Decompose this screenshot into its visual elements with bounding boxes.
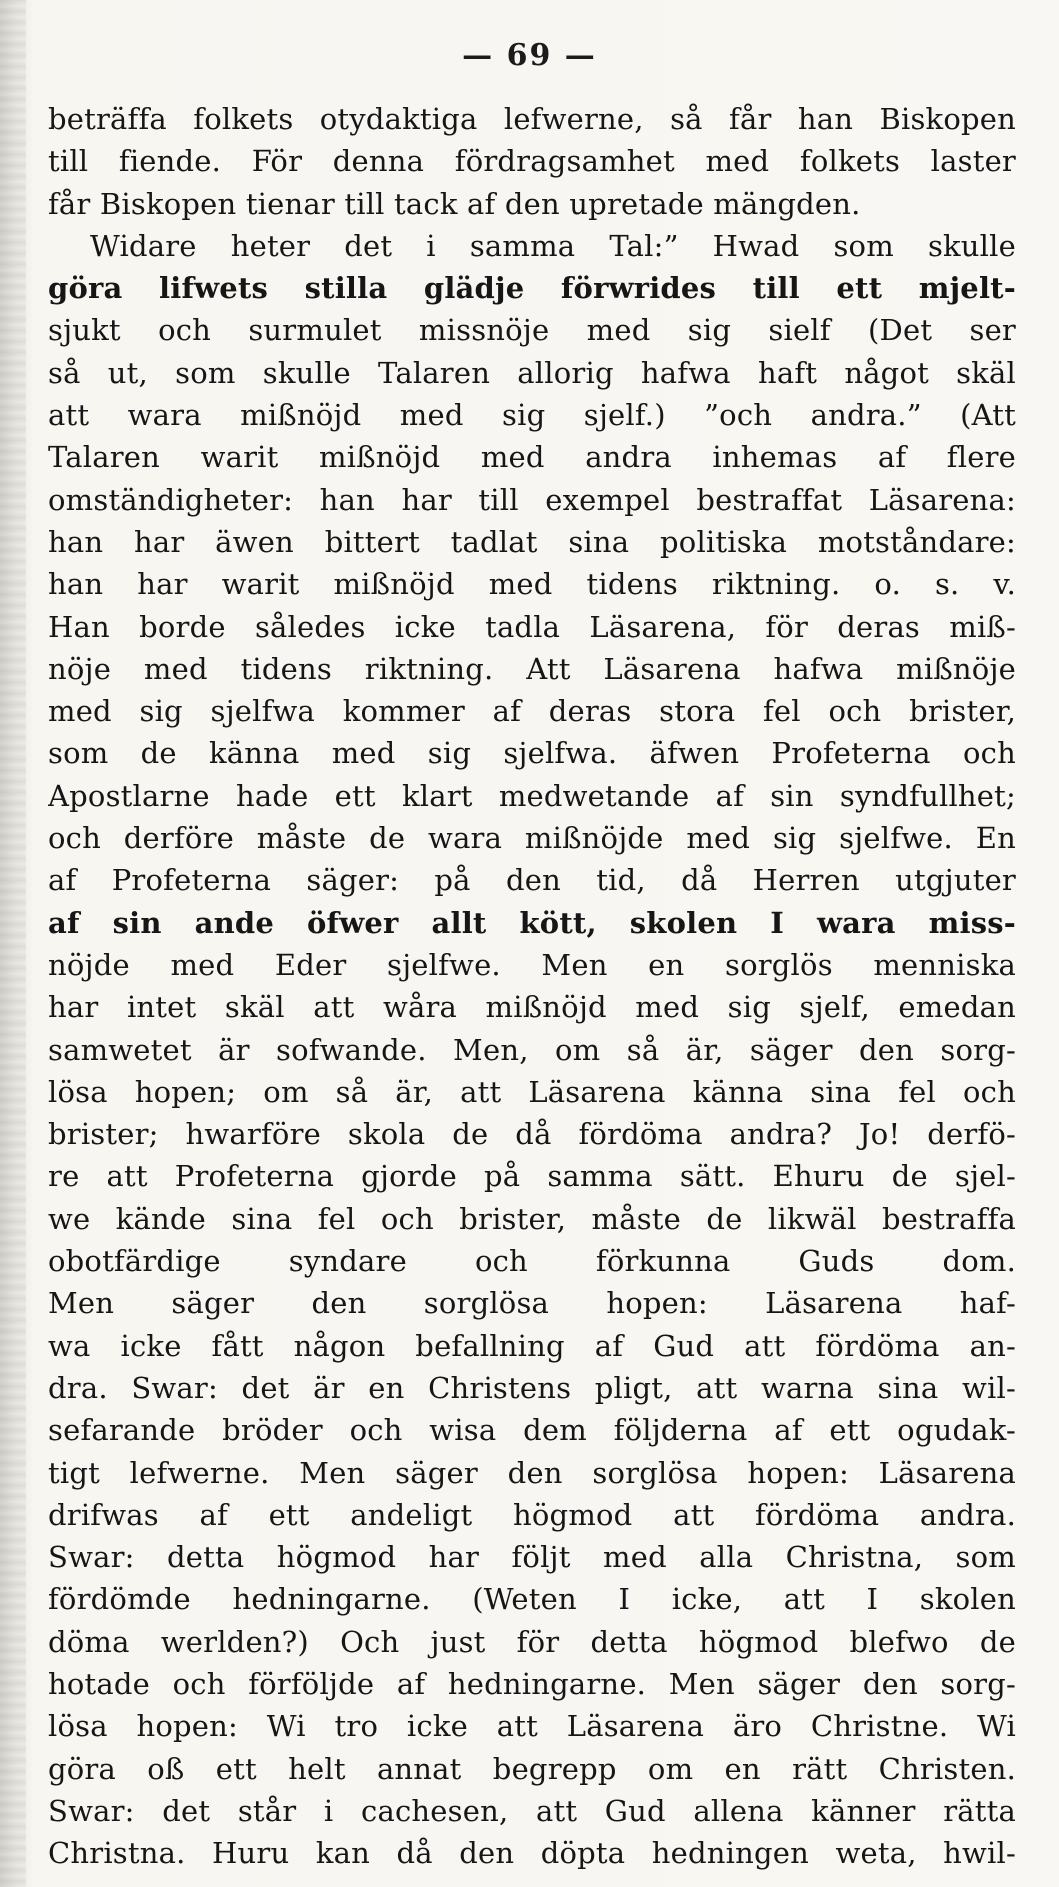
text-line: samwetet är sofwande. Men, om så är, säger den sorg- xyxy=(48,1032,1016,1067)
text-line: Swar: det står i cachesen, att Gud allena känner rätta xyxy=(48,1793,1016,1828)
text-line: tigt lefwerne. Men säger den sorglösa hopen: Läsarena xyxy=(48,1455,1016,1490)
text-line: sjukt och surmulet missnöje med sig sielf (Det ser xyxy=(48,313,1016,348)
text-line: han har warit mißnöjd med tidens riktning. o. s. v. xyxy=(48,567,1016,602)
text-line: brister; hwarföre skola de då fördöma andra? Jo! derfö- xyxy=(48,1117,1016,1152)
text-line: wa icke fått någon befallning af Gud att fördöma an- xyxy=(48,1328,1016,1363)
text-line: med sig sjelfwa kommer af deras stora fel och brister, xyxy=(48,694,1016,729)
text-line: att wara mißnöjd med sig sjelf.) ”och andra.” (Att xyxy=(48,398,1016,433)
text-line: Widare heter det i samma Tal:” Hwad som skulle xyxy=(90,228,1016,263)
text-line: lösa hopen; om så är, att Läsarena känna sina fel och xyxy=(48,1074,1016,1109)
text-line: Swar: detta högmod har följt med alla Christna, som xyxy=(48,1540,1016,1575)
text-line: har intet skäl att wåra mißnöjd med sig sjelf, emedan xyxy=(48,990,1016,1025)
text-line: obotfärdige syndare och förkunna Guds dom. xyxy=(48,1244,1016,1279)
text-line: re att Profeterna gjorde på samma sätt. Ehuru de sjel- xyxy=(48,1159,1016,1194)
text-line: drifwas af ett andeligt högmod att fördöma andra. xyxy=(48,1497,1016,1532)
page-number: — 69 — xyxy=(462,38,597,73)
text-line: döma werlden?) Och just för detta högmod blefwo de xyxy=(48,1624,1016,1659)
text-line: af Profeterna säger: på den tid, då Herren utgjuter xyxy=(48,863,1016,898)
text-line: nöje med tidens riktning. Att Läsarena hafwa mißnöje xyxy=(48,651,1016,686)
text-line: dra. Swar: det är en Christens pligt, att warna sina wil- xyxy=(48,1370,1016,1405)
text-line: Apostlarne hade ett klart medwetande af sin syndfullhet; xyxy=(48,778,1016,813)
text-line: nöjde med Eder sjelfwe. Men en sorglös menniska xyxy=(48,947,1016,982)
text-line-emphasis: af sin ande öfwer allt kött, skolen I wara miss- xyxy=(48,905,1016,940)
text-line: Christna. Huru kan då den döpta hedningen weta, hwil- xyxy=(48,1836,1016,1871)
text-line: Han borde således icke tadla Läsarena, för deras miß- xyxy=(48,609,1016,644)
text-line: beträffa folkets otydaktiga lefwerne, så får han Biskopen xyxy=(48,102,1016,136)
text-line: han har äwen bittert tadlat sina politiska motståndare: xyxy=(48,524,1016,559)
body-text xyxy=(48,98,1016,1874)
text-line: sefarande bröder och wisa dem följderna af ett ogudak- xyxy=(48,1413,1016,1448)
text-line: till fiende. För denna fördragsamhet med folkets laster xyxy=(48,144,1016,179)
text-line-emphasis: göra lifwets stilla glädje förwrides till ett mjelt- xyxy=(48,271,1016,306)
text-line: så ut, som skulle Talaren allorig hafwa haft något skäl xyxy=(48,355,1016,390)
text-line: Talaren warit mißnöjd med andra inhemas af flere xyxy=(48,440,1016,475)
page-gutter-shadow xyxy=(0,0,26,1887)
text-line: hotade och förföljde af hedningarne. Men säger den sorg- xyxy=(48,1666,1016,1701)
text-line: omständigheter: han har till exempel bestraffat Läsarena: xyxy=(48,482,1016,517)
text-line: fördömde hedningarne. (Weten I icke, att I skolen xyxy=(48,1582,1016,1617)
text-line: lösa hopen: Wi tro icke att Läsarena äro Christne. Wi xyxy=(48,1709,1016,1744)
text-line: we kände sina fel och brister, måste de likwäl bestraffa xyxy=(48,1201,1016,1236)
text-line: Men säger den sorglösa hopen: Läsarena haf- xyxy=(48,1286,1016,1321)
text-line: som de känna med sig sjelfwa. äfwen Profeterna och xyxy=(48,736,1016,771)
text-line: göra oß ett helt annat begrepp om en rätt Christen. xyxy=(48,1751,1016,1786)
text-line: får Biskopen tienar till tack af den upretade mängden. xyxy=(48,186,861,221)
text-line: och derföre måste de wara mißnöjde med sig sjelfwe. En xyxy=(48,821,1016,856)
